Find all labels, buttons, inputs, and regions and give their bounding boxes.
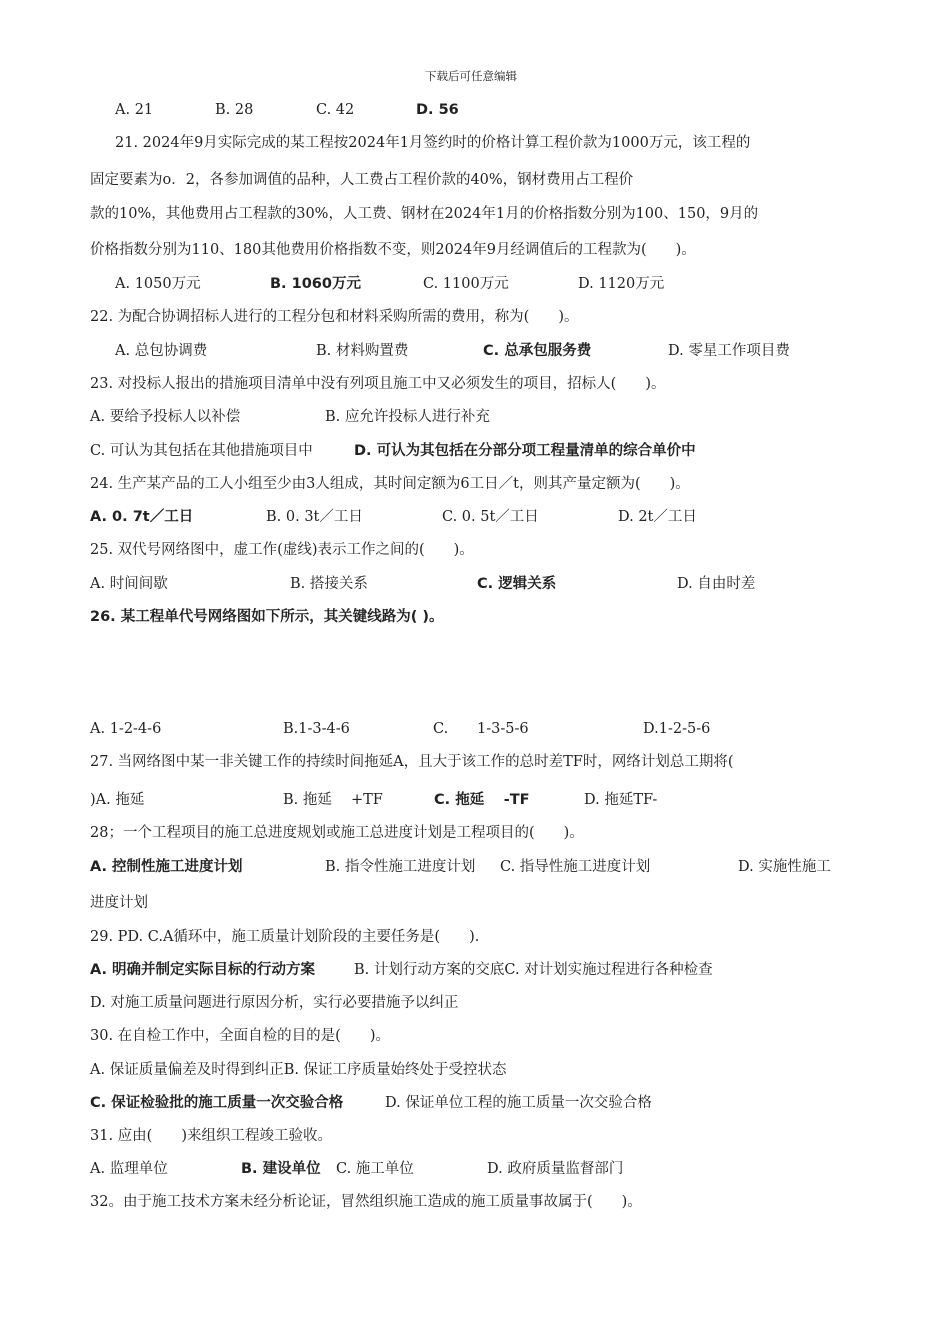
q31-option-d: D. 政府质量监督部门	[487, 1161, 624, 1177]
q24-option-d: D. 2t／工日	[618, 509, 697, 525]
q26-option-b: B.1-3-4-6	[283, 721, 350, 737]
q25-option-b: B. 搭接关系	[290, 576, 368, 592]
q23-option-a: A. 要给予投标人以补偿	[90, 409, 241, 425]
q26-option-c-letter: C.	[433, 721, 449, 737]
q26-option-c-path: 1-3-5-6	[477, 721, 529, 737]
q22-option-b: B. 材料购置费	[316, 343, 409, 359]
q31-question: 31. 应由( )来组织工程竣工验收。	[90, 1128, 332, 1144]
q30-options-a-b: A. 保证质量偏差及时得到纠正B. 保证工序质量始终处于受控状态	[90, 1062, 507, 1078]
q21-option-c: C. 1100万元	[423, 276, 509, 292]
q26-question: 26. 某工程单代号网络图如下所示，其关键线路为( )。	[90, 609, 444, 625]
q21-line-4: 价格指数分别为110、180其他费用价格指数不变，则2024年9月经调值后的工程款为( )。	[90, 242, 696, 258]
q29-question: 29. PD. C.A循环中，施工质量计划阶段的主要任务是( ).	[90, 929, 480, 945]
q26-option-a: A. 1-2-4-6	[90, 721, 162, 737]
q31-option-b-answer: B. 建设单位	[241, 1161, 321, 1177]
q30-option-d: D. 保证单位工程的施工质量一次交验合格	[385, 1095, 652, 1111]
q27-option-a: )A. 拖延	[90, 792, 145, 808]
q24-option-c: C. 0. 5t／工日	[442, 509, 539, 525]
q20-option-d-answer: D. 56	[416, 102, 459, 118]
q27-option-d: D. 拖延TF-	[584, 792, 658, 808]
q24-option-b: B. 0. 3t／工日	[266, 509, 363, 525]
q28-option-b: B. 指令性施工进度计划	[325, 859, 476, 875]
q21-line-2: 固定要素为o．2，各参加调值的品种，人工费占工程价款的40%，钢材费用占工程价	[90, 172, 634, 188]
q27-option-b: B. 拖延 +TF	[283, 792, 383, 808]
q31-option-c: C. 施工单位	[336, 1161, 414, 1177]
q22-question: 22. 为配合协调招标人进行的工程分包和材料采购所需的费用，称为( )。	[90, 309, 579, 325]
q28-question: 28；一个工程项目的施工总进度规划或施工总进度计划是工程项目的( )。	[90, 825, 584, 841]
q27-line-1: 27. 当网络图中某一非关键工作的持续时间拖延A，且大于该工作的总时差TF时，网络计划总工期将(	[90, 754, 734, 770]
q21-option-d: D. 1120万元	[578, 276, 665, 292]
q25-option-d: D. 自由时差	[677, 576, 756, 592]
q21-line-1: 21. 2024年9月实际完成的某工程按2024年1月签约时的价格计算工程价款为1000万元，该工程的	[115, 135, 751, 151]
q24-question: 24. 生产某产品的工人小组至少由3人组成，其时间定额为6工日／t，则其产量定额为( )。	[90, 476, 690, 492]
q21-option-b-answer: B. 1060万元	[270, 276, 361, 292]
q28-option-a-answer: A. 控制性施工进度计划	[90, 859, 243, 875]
q23-question: 23. 对投标人报出的措施项目清单中没有列项且施工中又必须发生的项目，招标人( )。	[90, 376, 666, 392]
q32-question: 32。由于施工技术方案未经分析论证，冒然组织施工造成的施工质量事故属于( )。	[90, 1194, 642, 1210]
q23-option-d-answer: D. 可认为其包括在分部分项工程量清单的综合单价中	[354, 443, 696, 459]
q20-option-c: C. 42	[316, 102, 355, 118]
q25-option-c-answer: C. 逻辑关系	[477, 576, 557, 592]
q29-option-a-answer: A. 明确并制定实际目标的行动方案	[90, 962, 316, 978]
q21-option-a: A. 1050万元	[115, 276, 201, 292]
q29-options-b-c: B. 计划行动方案的交底C. 对计划实施过程进行各种检查	[354, 962, 713, 978]
q30-question: 30. 在自检工作中，全面自检的目的是( )。	[90, 1028, 390, 1044]
q23-option-b: B. 应允许投标人进行补充	[325, 409, 490, 425]
q26-option-d: D.1-2-5-6	[643, 721, 711, 737]
q24-option-a-answer: A. 0. 7t／工日	[90, 509, 194, 525]
q25-question: 25. 双代号网络图中，虚工作(虚线)表示工作之间的( )。	[90, 542, 474, 558]
q22-option-a: A. 总包协调费	[115, 343, 208, 359]
q21-line-3: 款的10%，其他费用占工程款的30%，人工费、钢材在2024年1月的价格指数分别为100、150，9月的	[90, 206, 759, 222]
q31-option-a: A. 监理单位	[90, 1161, 168, 1177]
q25-option-a: A. 时间间歇	[90, 576, 168, 592]
q27-option-c-answer: C. 拖延 -TF	[434, 792, 530, 808]
page-header: 下载后可任意编辑	[425, 69, 517, 83]
q28-option-d-continued: 进度计划	[90, 895, 148, 911]
q23-option-c: C. 可认为其包括在其他措施项目中	[90, 443, 313, 459]
q22-option-c-answer: C. 总承包服务费	[483, 343, 592, 359]
q28-option-d: D. 实施性施工	[738, 859, 831, 875]
q28-option-c: C. 指导性施工进度计划	[500, 859, 651, 875]
q30-option-c-answer: C. 保证检验批的施工质量一次交验合格	[90, 1095, 344, 1111]
q20-option-b: B. 28	[215, 102, 254, 118]
q20-option-a: A. 21	[115, 102, 154, 118]
q22-option-d: D. 零星工作项目费	[668, 343, 790, 359]
q29-option-d: D. 对施工质量问题进行原因分析，实行必要措施予以纠正	[90, 995, 459, 1011]
